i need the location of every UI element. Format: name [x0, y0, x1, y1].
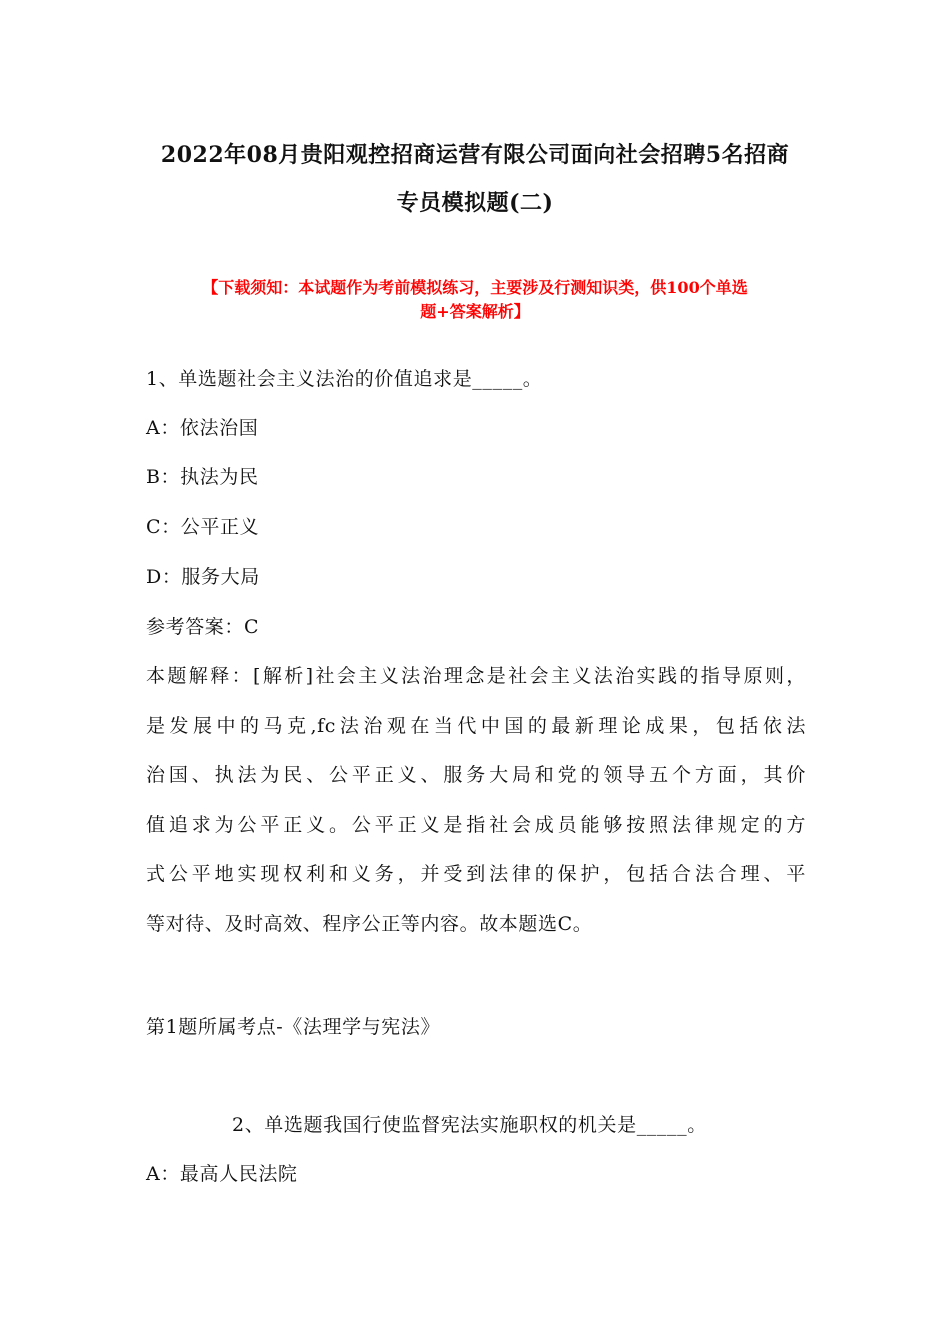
download-notice-line-2: 题+答案解析】	[420, 302, 530, 321]
question-1-explanation	[146, 652, 806, 949]
question-1-answer: 参考答案：C	[146, 616, 260, 638]
question-2-option-a: A：最高人民法院	[146, 1163, 298, 1185]
question-1-option-d: D：服务大局	[146, 566, 260, 588]
download-notice-line-1: 【下载须知：本试题作为考前模拟练习，主要涉及行测知识类，供100个单选	[202, 278, 748, 297]
document-title-line-1: 2022年08月贵阳观控招商运营有限公司面向社会招聘5名招商	[160, 142, 790, 168]
question-1-option-c: C：公平正义	[146, 516, 260, 538]
explanation-row: 治国、执法为民、公平正义、服务大局和党的领导五个方面，其价	[146, 764, 806, 786]
document-title-line-2: 专员模拟题(二)	[396, 190, 554, 216]
explanation-row: 值追求为公平正义。公平正义是指社会成员能够按照法律规定的方	[146, 813, 806, 836]
question-2-stem: 2、单选题我国行使监督宪法实施职权的机关是_____。	[232, 1114, 707, 1136]
explanation-row: 本题解释：[解析]社会主义法治理念是社会主义法治实践的指导原则，	[146, 665, 806, 687]
explanation-row: 等对待、及时高效、程序公正等内容。故本题选C。	[146, 912, 593, 935]
explanation-row: 是发展中的马克,fc法治观在当代中国的最新理论成果，包括依法	[146, 714, 806, 737]
question-1-option-b: B：执法为民	[146, 466, 259, 488]
question-1-topic: 第1题所属考点-《法理学与宪法》	[146, 1016, 441, 1038]
question-1-option-a: A：依法治国	[146, 417, 259, 439]
question-1-stem: 1、单选题社会主义法治的价值追求是_____。	[146, 368, 543, 390]
explanation-row: 式公平地实现权利和义务，并受到法律的保护，包括合法合理、平	[146, 863, 806, 885]
